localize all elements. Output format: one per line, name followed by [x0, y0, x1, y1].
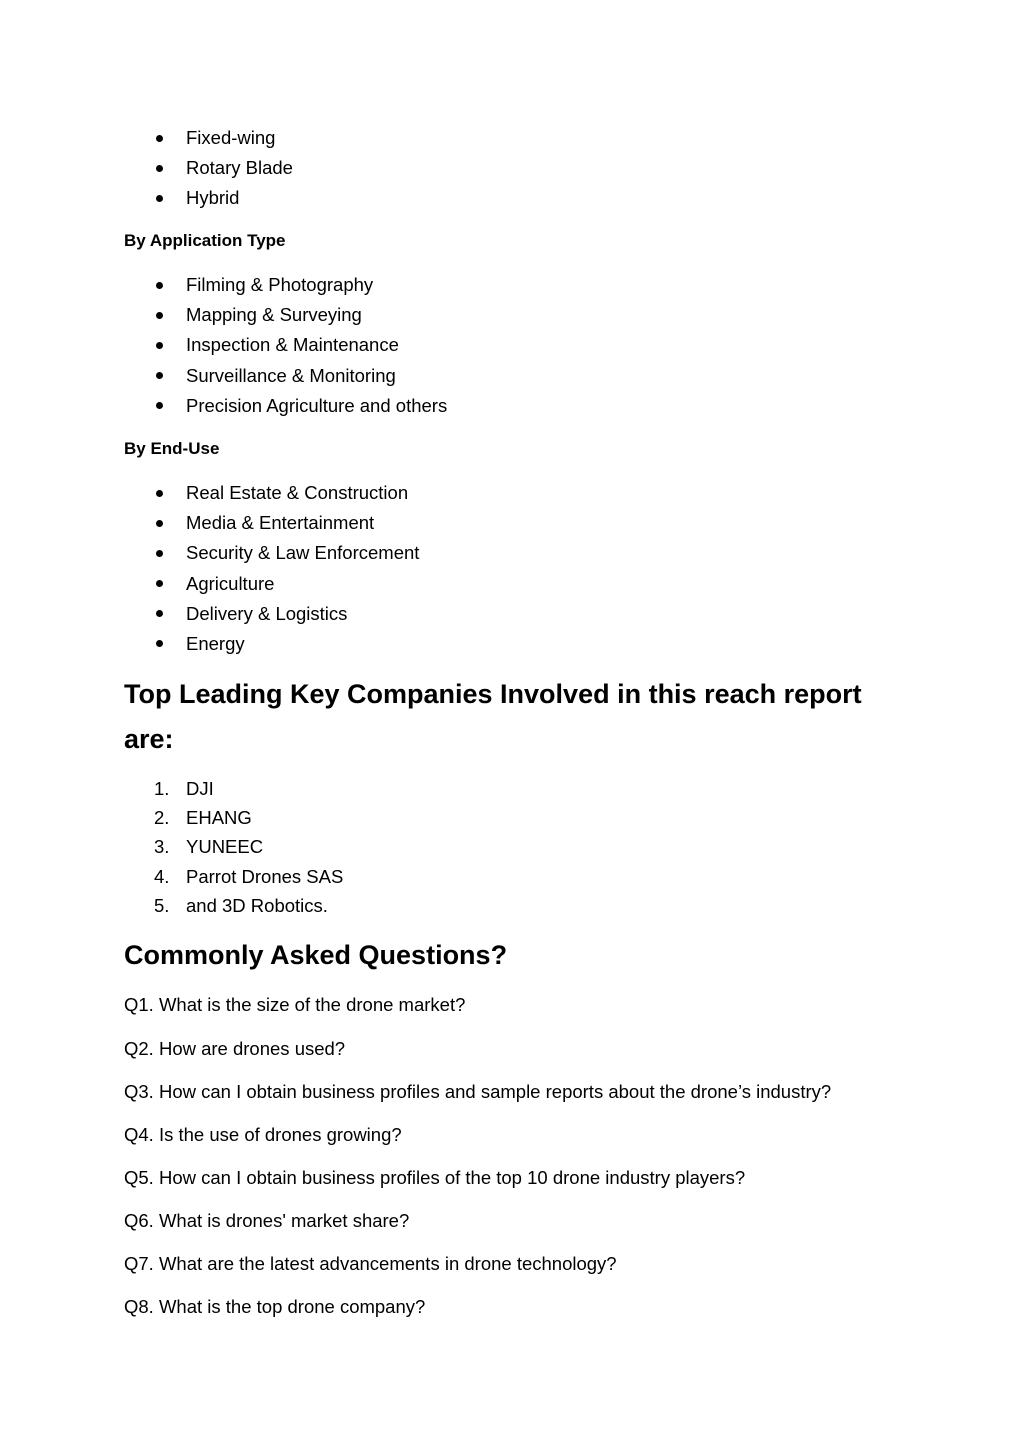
list-item: Rotary Blade: [124, 153, 293, 183]
list-item: Energy: [124, 629, 419, 659]
list-item: Delivery & Logistics: [124, 599, 419, 629]
list-item: 5. and 3D Robotics.: [154, 894, 328, 916]
bullet-icon: [156, 490, 163, 497]
enduse-heading: By End-Use: [124, 439, 220, 458]
bullet-icon: [156, 165, 163, 172]
companies-heading: Top Leading Key Companies Involved in this reach report are:: [124, 679, 862, 754]
bullet-icon: [156, 550, 163, 557]
list-item: Real Estate & Construction: [124, 478, 419, 508]
bullet-icon: [156, 520, 163, 527]
list-item: 1. DJI: [154, 778, 214, 799]
bullet-icon: [156, 135, 163, 142]
bullet-icon: [156, 342, 163, 349]
bullet-icon: [156, 610, 163, 617]
faq-heading: Commonly Asked Questions?: [124, 940, 508, 970]
list-item: Security & Law Enforcement: [124, 538, 419, 568]
list-item: Media & Entertainment: [124, 508, 419, 538]
list-item: Filming & Photography: [124, 270, 447, 300]
bullet-icon: [156, 372, 163, 379]
list-item: Inspection & Maintenance: [124, 330, 447, 360]
bullet-icon: [156, 402, 163, 409]
bullet-icon: [156, 195, 163, 202]
enduse-list: [124, 478, 419, 659]
companies-list: [124, 774, 343, 920]
list-item: Agriculture: [124, 569, 419, 599]
list-item: 3. YUNEEC: [154, 836, 264, 858]
type-list: [124, 123, 293, 214]
bullet-icon: [156, 312, 163, 319]
list-item: Surveillance & Monitoring: [124, 361, 447, 391]
list-item: Fixed-wing: [124, 123, 293, 153]
faq-question: Q4. Is the use of drones growing?: [124, 1124, 402, 1145]
faq-question: Q8. What is the top drone company?: [124, 1296, 426, 1317]
list-item: Mapping & Surveying: [124, 300, 447, 330]
faq-question: Q5. How can I obtain business profiles of the top 10 drone industry players?: [124, 1167, 746, 1188]
bullet-icon: [156, 282, 163, 289]
application-heading: By Application Type: [124, 231, 286, 250]
faq-question: Q1. What is the size of the drone market?: [124, 994, 466, 1015]
bullet-icon: [156, 640, 163, 647]
faq-question: Q6. What is drones' market share?: [124, 1210, 410, 1231]
list-item: Precision Agriculture and others: [124, 391, 447, 421]
faq-question: Q2. How are drones used?: [124, 1038, 346, 1059]
list-item: 4. Parrot Drones SAS: [154, 865, 344, 887]
list-item: Hybrid: [124, 183, 293, 213]
list-item: 2. EHANG: [154, 807, 252, 829]
faq-question: Q3. How can I obtain business profiles and sample reports about the drone’s industry?: [124, 1081, 832, 1102]
application-list: [124, 270, 447, 421]
faq-question: Q7. What are the latest advancements in drone technology?: [124, 1253, 617, 1274]
bullet-icon: [156, 580, 163, 587]
